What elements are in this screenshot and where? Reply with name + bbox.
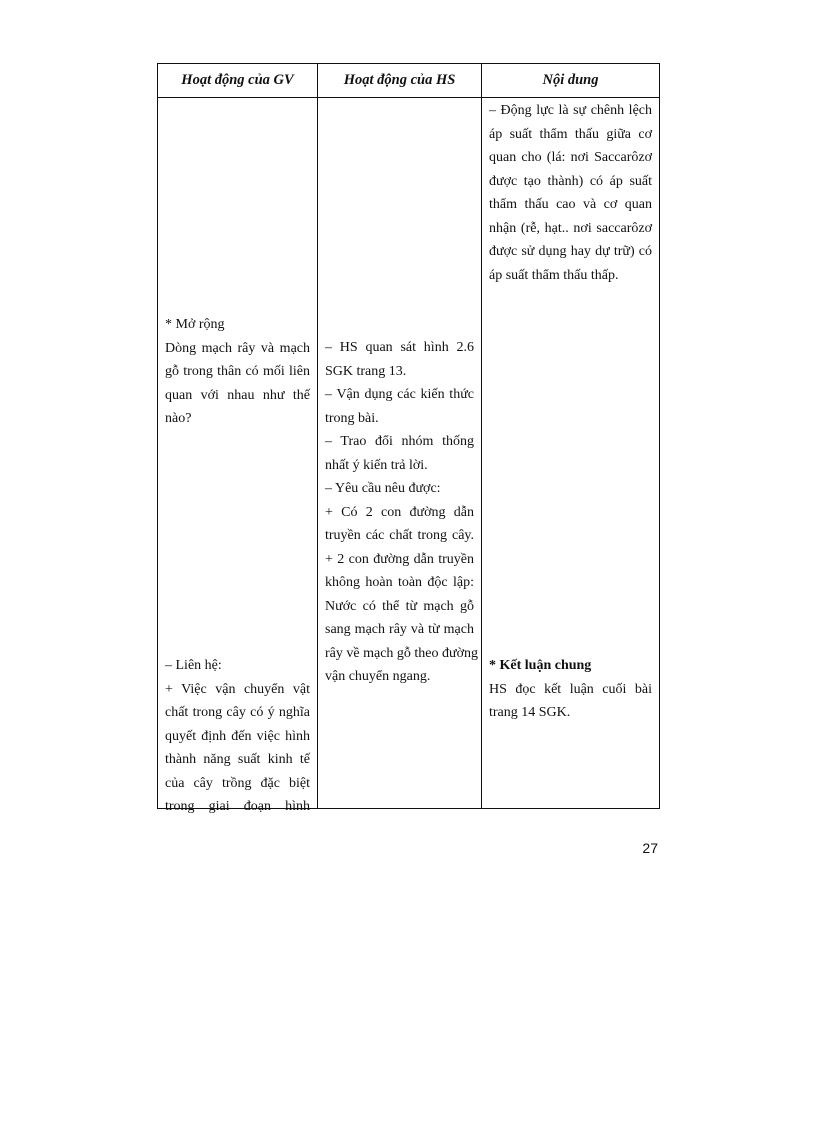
text-line: chất trong cây có ý nghĩa [165, 705, 310, 720]
text-line: không hoàn toàn độc lập: [325, 575, 474, 590]
text-line: áp suất thẩm thấu thấp. [489, 267, 619, 283]
text-line: rây về mạch gỗ theo đường [325, 645, 479, 661]
text-line: Dòng mạch rây và mạch [165, 340, 310, 356]
conclusion-title: * Kết luận chung [489, 658, 592, 673]
text-line: truyền các chất trong cây. [325, 528, 474, 543]
text-line: – HS quan sát hình 2.6 [325, 340, 474, 355]
text-line: HS đọc kết luận cuối bài [489, 681, 652, 697]
text-line: – Trao đổi nhóm thống [325, 434, 474, 449]
student-activity-block [325, 336, 479, 689]
text-line: trang 14 SGK. [489, 705, 571, 720]
text-line: gỗ trong thân có mối liên [165, 364, 310, 379]
teacher-expand-block [165, 313, 310, 431]
content-cell [482, 98, 660, 809]
text-line: được sử dụng hay dự trữ) có [489, 244, 652, 259]
text-line: thành năng suất kinh tế [165, 752, 310, 767]
content-conclusion-block [489, 654, 652, 725]
table-body-row [158, 98, 660, 809]
text-line: – Yêu cầu nêu được: [325, 481, 441, 496]
text-line: nhất ý kiến trả lời. [325, 457, 428, 473]
teacher-connect-block [165, 654, 310, 819]
header-teacher-activity: Hoạt động của GV [158, 64, 318, 98]
text-line: được tạo thành) có áp suất [489, 173, 652, 189]
text-line: nhận (rễ, hạt.. nơi saccarôzơ [489, 220, 652, 236]
text-line: quan cho (lá: nơi Saccarôzơ [489, 150, 652, 165]
text-line: + 2 con đường dẫn truyền [325, 551, 474, 567]
text-line: – Liên hệ: [165, 658, 222, 673]
text-line: + Có 2 con đường dẫn [325, 504, 474, 520]
teacher-activity-cell [158, 98, 318, 814]
header-student-activity: Hoạt động của HS [318, 64, 482, 98]
text-line: quyết định đến việc hình [165, 728, 310, 744]
student-activity-cell [318, 98, 482, 809]
text-line: trong giai đoạn hình [165, 799, 310, 814]
page-number: 27 [642, 840, 658, 856]
text-line: áp suất thẩm thấu giữa cơ [489, 126, 652, 142]
text-line: của cây trồng đặc biệt [165, 775, 310, 791]
text-line: – Động lực là sự chênh lệch [489, 103, 652, 118]
text-line: sang mạch rây và từ mạch [325, 622, 474, 637]
header-content: Nội dung [482, 64, 660, 98]
text-line: trong bài. [325, 410, 379, 426]
text-line: – Vận dụng các kiến thức [325, 387, 474, 402]
table-header-row [158, 64, 660, 98]
text-line: SGK trang 13. [325, 363, 407, 379]
text-line: quan với nhau như thế [165, 387, 310, 403]
text-line: * Mở rộng [165, 317, 225, 332]
lesson-table [157, 63, 660, 814]
text-line: nào? [165, 411, 192, 426]
content-driving-force-block [489, 99, 652, 287]
text-line: vận chuyển ngang. [325, 669, 431, 684]
text-line: + Việc vận chuyển vật [165, 681, 310, 697]
text-line: thẩm thấu cao và cơ quan [489, 197, 652, 212]
text-line: Nước có thể từ mạch gỗ [325, 598, 474, 614]
